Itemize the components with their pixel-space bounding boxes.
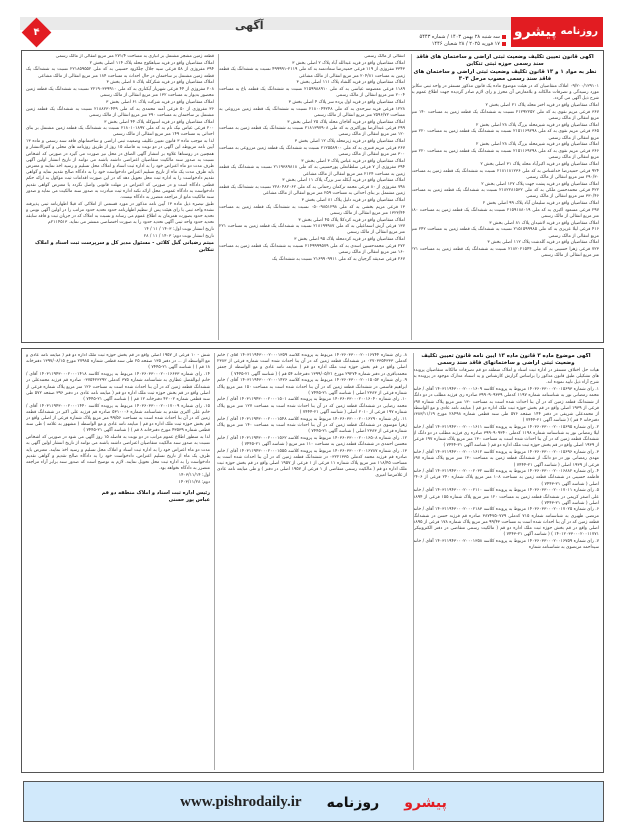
ad-paragraph: ۳۹۴ مفروزی از ۵۸ فرعی سید جلال چلکرود حسینی به کد ملی ۲۲۱۸۵۹۵۵۲ نسبت به ششدانگ یک قطعه زمین مشتمل بر ساختمان در حال احداث به مساحت ۱۸۴ متر مربع انتقالی از مالک مشاعی	[26, 67, 214, 79]
ad-paragraph: ۴۲۲ فرعی محمدحسن ملکی به کد ملی ۲۱۸۲۲۸۱۵۳۲ نسبت به ششدانگ یک قطعه زمین به مساحت ۳۳۰/۴۶ متر مربع انتقالی از مالک رسمی	[411, 188, 599, 200]
ad-paragraph: املاک متقاضیان واقع در قریه گلدشت پلاک ۱۱۲ اصلی بخش ۳	[487, 240, 599, 246]
ruling-item: شش - ۱۰ فرعی از ۱۹۵۷ اصلی واقع در قم بخش حوزه ثبت ملک اداره دو قم ( مبایعه نامه عادی و مع الواسطه از ... در دفتر ۱۳۵ صفحه ۲۵ طی سند قطعی شماره ۲۷۹۸۵ مورخ ۱۳۹۷/۰۸/۱۵ دفترخانه ۱۸ قم ) ( شناسه آگهی ۲۱-۷۴۴۵ )	[26, 353, 210, 371]
issue-dates	[420, 34, 506, 48]
date-line-1: سه شنبه ۲۸ بهمن ۱۴۰۳ / شماره ۵۴۴۳	[420, 34, 506, 41]
bullet-square-icon	[502, 42, 506, 46]
ad-paragraph: املاک متقاضیان واقع در قریه شیرمحله بزرگ پلاک ۲۸ اصلی بخش ۲	[476, 142, 599, 148]
ad-paragraph: انتقالی از مالک رسمی	[364, 54, 405, 59]
ad-paragraph: ۳۶ مفروزی از ۵۰ فرعی آمنه محمدی به کد ملی ۲۱۸۸۲۳۰۴۴۹ نسبت به ششدانگ یک قطعه زمین مشتمل بر ساختمان به مساحت ۳۹۰ متر مربع انتقالی از مالک رسمی	[26, 106, 214, 118]
page-number: ۴	[33, 27, 40, 38]
ruling-item: ۱. رای شماره ۱۴۰۳۶۰۳۳۰۰۰۲۰۰۱۵۶۹۳ مربوط به پرونده کلاسه ۱۴۰۳۱۱۹۴۳۰۰۰۲۰۰۰۱۶۰۹ آقای / خانم محمد رمضانی نور به شناسنامه شماره ۱۱۹۷ کدملی ۳۹۹۰۹۰۹۳۳۹ صادره ری فرزند مطلب در دو دانگ از ششدانگ قطعه زمین که در آن بنا احداث شده است به مساحت ۱۳۰ متر مربع پلاک شماره ۱۹۷ فرعی از ۱۹۳۹ اصلی واقع در قم بخش حوزه ثبت ملک اداره دو قم ( مبایعه نامه عادی و مع الواسطه از محمدعلی شریفی در دفتر ۱۴۴ صفحه ۵۷۶ طی سند قطعی شماره ۲۸۴۹۸ مورخ ۱۳۸۳/۱۱/۱۹ دفترخانه ۴ قم ) ( شناسه آگهی ۲۱-۷۴۴۴ )	[413, 387, 599, 424]
ad-paragraph: املاک متقاضیان واقع در قریه زیرمحله پلاک ۱۲ اصلی بخش ۳	[294, 139, 405, 145]
ad-paragraph: ۲۶۷ فرعی صدیقه گرجیان به کد ملی ۲۱۶۹۹۰۹۹۱۱ نسبت به ششدانگ یک	[272, 256, 405, 262]
bullet-square-icon	[502, 35, 506, 39]
bottom-middle-column	[217, 353, 407, 770]
footer-paper-label: روزنامه	[326, 794, 380, 811]
ad-heading: آگهی موضوع ماده ۳ قانون ماده ۱۳ آیین نامه قانون تعیین تکلیف وضعیت ثبتی اراضی و ساختمانهای فاقد سند رسمی	[421, 353, 591, 366]
second-publication: تاریخ انتشار نوبت دوم: ۱۴۰۳ / ۱۱ / ۲۸	[143, 233, 214, 239]
ad-paragraph: ۰۹/۲۰۰/۱۲۹۱۰۱ املاک متقاضیان که در هیئت موضوع ماده یک قانون مذکور مستقر در واحد ثبتی تنکابن مورد رسیدگی و تصرفات مالکانه و بلامعارض آن محرز و رای لازم صادر گردیده جهت اطلاع عموم به شرح ذیل آگهی می گردد.	[411, 84, 599, 102]
ad-paragraph: املاک متقاضیان واقع در قریه کردمحله پلاک ۹۵ اصلی بخش ۳	[294, 237, 405, 243]
ruling-item: ۱۰. رای شماره ۱۴۰۳۶۰۳۳۰۰۰۲۰۰۱۶۰۴۰ مربوط به پرونده کلاسه ۱۴۰۳۱۱۹۴۳۰۰۰۲۰۰۰۱۵۰۱ آقای / خانم محمد رضایی در ششدانگ قطعه زمین که در آن بنا احداث شده است به مساحت ۱۲۷ متر مربع پلاک شماره ۱۹۷ فرعی از ۲۰۱۰ اصلی ( شناسه آگهی ۲۱-۷۴۴۴ )	[217, 397, 407, 415]
newspaper-logo[interactable]	[511, 17, 603, 47]
signature-name: عباس پور حسنی	[168, 497, 210, 504]
ad-paragraph: املاک متقاضیان واقع در قریه عباس پلاک ۳ اصلی بخش ۳	[301, 158, 405, 164]
bottom-advertisement-box	[21, 348, 604, 773]
ruling-item: ۷. رای شماره ۱۴۰۳۶۰۳۳۰۰۰۲۰۰۱۶۷۵۹ مربوط به پرونده کلاسه ۱۴۰۳۱۱۹۴۳۰۰۰۲۰۰۰۱۳۵۸ آقای / خانم سیداحمد مرتضوی به شناسنامه شماره	[413, 538, 599, 551]
top-advertisement-box	[21, 50, 604, 343]
footer-content	[24, 792, 603, 811]
ad-paragraph: ۲۹۹ فرعی عبدالرضا پوراکبری به کد ملی ۲۱۸۱۳۹۷۹۰۸ نسبت به ششدانگ یک قطعه زمین به مساحت ۱۲۰ متر مربع انتقالی از مالک رسمی	[219, 126, 405, 138]
ruling-item: ۶. رای شماره ۱۴۰۳۶۰۳۳۰۰۰۲۰۰۱۷۰۲۵ مربوط به پرونده کلاسه ۱۴۰۳۱۱۹۴۳۰۰۰۲۰۰۰۲۱۸۳ آقای / خانم مرتضی ظهیری به شناسنامه شماره ۷۱۵ کدملی ۳۸۷۴۷۵۰۷۷۹ صادره قم فرزند حسن در ششدانگ قطعه زمین که در آن بنا احداث شده است به مساحت ۹۹/۴۳ متر مربع پلاک شماره ۱۷۸ فرعی از ۱۸۹۵ اصلی واقع در قم بخش حوزه ثبت ملک اداره دو قم ( مالکیت رسمی متقاضی در دفتر الکترونیکی ۱۴۰۱۲۰۳۳۰۰۰۲۰۰۱۱۷۷۱ ) ( شناسه آگهی ۲۱-۷۴۴۳ )	[413, 507, 599, 538]
ad-paragraph: ۲۷۲ فرعی محمدحسین اسدی به کد ملی ۲۱۴۹۹۹۹۵۷۹ نسبت به ششدانگ یک قطعه زمین به مساحت ۱۶۰ متر مربع انتقالی از مالک رسمی	[219, 243, 405, 256]
ad-paragraph: املاک متقاضیان واقع در قریه گلشاد پلاک ۱۱۱ اصلی بخش ۳	[296, 80, 405, 86]
second-publication: دوم: ۱۴۰۳/۱۱/۲۸	[178, 479, 210, 485]
ad-paragraph: ۷۹۸ مفروزی از ۸۰ فرعی محمد ترکمان رحمانی به کد ملی ۲۲۸۰۴۸۲۰۶۲ نسبت به ششدانگ یک قطعه زمین مشتمل بر بنای احداثی به مساحت ۲۵۹ متر مربع انتقالی از مالک مشاعی	[219, 185, 405, 197]
logo-big: پیشرو	[513, 24, 557, 40]
ad-paragraph: ۱۱۸۹ فرعی معصومه عباسی به کد ملی ۲۱۵۹۹۸۸۹۱۰ نسبت به ششدانگ یک قطعه باغ به مساحت ۲۰۰۴ متر مربع انتقالی از مالک رسمی	[219, 87, 405, 99]
masthead	[20, 17, 603, 49]
ad-paragraph: طبق تبصره ذیل ماده ۱۳ آیین نامه مذکور در مورد قسمتی از املاکی که قبلا اظهارنامه ثبتی پذیرفته نشده واحد ثبتی با رای هیئت پس از تنظیم اظهارنامه حدود تحدید حدود مراتب را در اولین آگهی نوبتی و تحدید حدود بصورت همزمان به اطلاع عموم می رساند و نسبت به املاک که در جریان ثبت و فاقد سابقه تحدید حدود واحد ثبتی آگهی تحدید حدود را به صورت اختصاصی منتشر می نماید. ۲۱۱۴۵۱۳م	[26, 201, 214, 226]
ruling-item: ۹. رای شماره ۱۴۰۳۶۰۳۳۰۰۰۲۰۰۱۵۰۵۲ مربوط به پرونده کلاسه ۱۴۰۳۱۱۹۴۳۰۰۰۲۰۰۰۱۴۲۶ آقای / خانم ابراهیم قاسمی در ششدانگ قطعه زمین که در آن بنا احداث شده است به مساحت ۱۵۰ متر مربع پلاک شماره فرعی از ۲۳۸۳ اصلی ( شناسه آگهی ۲۱-۷۴۴۵ )	[217, 378, 407, 396]
ad-paragraph: املاک متقاضیان واقع در قریه شکرکله پلاک ۸ اصلی بخش ۳	[106, 80, 214, 86]
ad-paragraph: ۲۹۷ فرعی مسعود اکبری به کد ملی ۲۱۵۹۱۸۸۰۱۹ نسبت به ششدانگ یک قطعه زمین به مساحت ۱۸۰ متر مربع انتقالی از مالک رسمی	[411, 207, 599, 220]
ad-paragraph: ۳۳۴۳ مفروزی از ۱۱۹ فرعی حمیدرضا سعادتمند به کد ملی ۲۱۱۹-۴۹۹۹۹۱ نسبت به ششدانگ یک قطعه زمین به مساحت ۲۰۴/۸۱ متر مربع انتقالی از مالک مشاعی	[219, 67, 405, 79]
ad-paragraph: املاک متقاضیان واقع در قریه عبدالله آباد پلاک ۲ اصلی بخش ۳	[292, 60, 405, 66]
ruling-item: ۱۳. رای شماره ۱۴۰۳۶۰۳۳۰۰۰۲۰۰۱۶۷۸۷ مربوط به پرونده کلاسه ۱۴۰۳۱۱۹۴۳۰۰۰۲۰۰۰۱۵۵۵ آقای / خانم صادره قم فرزند محمد کدملی ۰۳۲۲۱۳۳۵ در ششدانگ قطعه زمین که در آن بنا احداث شده است به مساحت ۱۱۸/۴۵ متر مربع پلاک شماره ۱۱ فرعی از ۱ فرعی از ۱۹۵۷ اصلی واقع در قم بخش حوزه ثبت ملک اداره دو قم ( مالکیت رسمی متقاضی از ۱ فرعی از ۱۹۵۷ اصلی در دفتر ) و طی مبایعه نامه عادی از غلامرضا امیری	[217, 448, 407, 479]
ad-paragraph: املاک متقاضیان واقع در قریه لاشیدان پلاک ۸۱ اصلی بخش ۳	[489, 220, 599, 226]
ad-paragraph: املاک متقاضیان واقع در قریه کردکلا پلاک ۴۵ اصلی بخش ۳	[298, 217, 405, 223]
ad-paragraph: املاک متقاضیان واقع در قریه شرکت پلاک ۶۱ اصلی بخش ۳	[106, 99, 214, 105]
ad-paragraph: املاک متقاضیان واقع در قریه اکبرآباد محله پلاک ۳۱ اصلی بخش ۲	[480, 161, 599, 167]
ad-paragraph: ۳۹۴ مفروزی از ۷ فرعی سلطانعلی پورحسینی به کد ملی ۲۱۱۹۳۸۹۸۱۸ نسبت به ششدانگ یک قطعه زمین به مساحت ۲۱۲۴ متر مربع انتقالی از مالک مشاعی	[219, 165, 405, 177]
ad-paragraph: ۱۲۲۸ فرعی فرید سرحدی به کد ملی ۲۱۸۰۰۴۴۲۴۸ نسبت به ششدانگ یک قطعه زمین مزروعی به مساحت ۲۵۹۶/۷۲ متر مربع انتقالی از مالک رسمی	[219, 106, 405, 118]
ruling-list	[217, 353, 407, 480]
ad-paragraph: املاک متقاضیان واقع در قریه اسپوکله پلاک ۴۴ اصلی بخش ۳	[104, 119, 214, 125]
page-number-badge	[22, 18, 52, 48]
column-divider	[218, 54, 219, 340]
top-left-column	[26, 54, 214, 340]
ad-body	[26, 54, 214, 226]
ad-paragraph: ۲۰۸ مفروزی از ۴۴ فرعی شهریار آبکناری به کد ملی ۲۲۱۹۰۳۳۹۹۱۰ نسبت به ششدانگ یک قطعه زمین محصور بدیوار به مساحت ۱۳۲ متر مربع انتقالی از مالک رسمی	[26, 87, 214, 99]
ad-paragraph: ۳۶۷ فرعی مریم نقوی به کد ملی ۲۱۲۹۲۲۵۲ نسبت به ششدانگ یک قطعه زمین به مساحت ۱۴۰ متر مربع انتقالی از مالک رسمی	[411, 109, 599, 122]
logo-small: روزنامه	[560, 26, 598, 37]
website-link[interactable]: www.pishrodaily.ir	[180, 794, 302, 810]
ad-body	[219, 54, 405, 263]
ruling-item: ۸. رای شماره ۱۴۰۳۶۰۳۳۰۰۰۲۰۰۱۶۷۴۴ مربوط به پرونده کلاسه ۱۴۰۳۱۱۹۴۳۰۰۰۲۰۰۰۱۳۵۹ آقای / خانم کدملی ۰۲۷۰۳۳۵۴۳۳۳ در ششدانگ قطعه زمین که در آن بنا احداث شده است شماره فرعی از ۲۳۸۳ اصلی واقع در قم بخش حوزه ثبت ملک اداره دو قم ( مبایعه نامه عادی و مع الواسطه از جعفر محمدباقری در دفتر شماره ۲۹۲۷۴ مورخ ۱۳۹۹/۰۵/۲۱ دفترخانه ۵۴ قم ) ( شناسه آگهی ۲۱-۷۴۴۵ )	[217, 353, 407, 377]
top-middle-column	[219, 54, 405, 340]
ruling-item: لذا به منظور اطلاع عموم مراتب در دو نوبت به فاصله ۱۵ روز آگهی می شود در صورتی که اشخاص نسبت به صدور سند مالکیت متقاضیان اعتراضی داشته باشند می توانند از تاریخ انتشار اولین آگهی به مدت دو ماه اعتراض خود را به اداره ثبت اسناد و املاک محل تسلیم و رسید اخذ نمایند. معترض باید ظرف یک ماه از تاریخ تسلیم اعتراض، دادخواست خود را به دادگاه صالح تقدیم و گواهی تقدیم دادخواست را به اداره ثبت محل تحویل نمایند. لازم به توضیح است که صدور سند برابر آراء مراجعه متضرر به دادگاه نخواهد بود.	[26, 435, 210, 472]
ad-paragraph: ۴۱۶ فرعی لیلا عزیزی به کد ملی ۲۱۵۱۵۹۹۹۸۵ نسبت به ششدانگ یک قطعه زمین به مساحت ۲۴۲ متر مربع انتقالی از مالک رسمی	[411, 227, 599, 239]
bottom-left-column	[26, 353, 210, 770]
ad-paragraph: املاک متقاضیان واقع در قریه آقاجان محله پلاک ۲۵ اصلی بخش ۳	[287, 119, 405, 125]
ad-paragraph: املاک متقاضیان واقع در قریه دلیل پلاک ۸۱ اصلی بخش ۳	[301, 197, 405, 203]
ad-paragraph: ۳۶۶ فرعی مریم نقوی به کد ملی ۲۱۵۱۱۶۹۲۹۸ نسبت به ششدانگ یک قطعه زمین به مساحت ۲۲۰ متر مربع انتقالی از مالک رسمی	[411, 149, 599, 161]
first-publication: تاریخ انتشار نوبت اول: ۱۴۰۳ / ۱۱ / ۱۴	[144, 226, 214, 232]
ruling-item: ۵. رای شماره ۱۴۰۳۶۰۳۳۰۰۰۲۰۰۱۷۰۱۱ مربوط به پرونده کلاسه ۱۴۰۳۱۱۹۴۳۰۰۰۲۰۰۰۲۱۱۰ آقای / خانم علی اصغر کریمی در ششدانگ قطعه زمین به مساحت ۱۲۰ متر مربع پلاک شماره ۱۵۵ فرعی از ۱۸۹۴ اصلی ( شناسه آگهی ۲۱-۷۴۴۳ )	[413, 488, 599, 506]
ruling-list	[413, 387, 599, 551]
ad-subheading: نظر به مواد ۱ و ۱۳ قانون تکلیف وضعیت ثبتی اراضی و ساختمان های فاقد سند رسمی مصوب مرحل ۳۰۴	[413, 69, 597, 82]
ad-paragraph: ۳۶۵ فرعی مریم نقوی به کد ملی ۲۱۵۱۱۶۹۲۹۸ نسبت به ششدانگ یک قطعه زمین به مساحت ۲۲۰ متر مربع انتقالی از مالک رسمی	[411, 129, 599, 141]
ad-signature: میثم رضیانی گیل کلائی - مسئول مدیر کل و سرپرست ثبت اسناد و املاک تنکابن	[35, 240, 214, 254]
ad-intro: هیات حل اختلاف مستقر در اداره ثبت اسناد و املاک منطقه دو قم تصرفات مالکانه متقاضیان پرونده های تشکیلی طبق قانون مذکور را براساس گزارش کارشناس و به استناد مدارک موجود در پرونده به شرح آراء ذیل تایید نموده اند.	[413, 368, 599, 386]
bottom-right-column	[413, 353, 599, 770]
ruling-item: ۴. رای شماره ۱۴۰۳۶۰۳۳۰۰۰۲۰۰۱۶۸۸۲ مربوط به پرونده کلاسه ۱۴۰۳۱۱۹۴۳۰۰۰۲۰۰۰۲۰۳۲ آقای / خانم فاطمه حسینی در ششدانگ قطعه زمین به مساحت ۱۰۸ متر مربع پلاک شماره ۲۴۰ فرعی از ۲۴۰۶ اصلی ( شناسه آگهی ۲۱-۷۴۴۳ )	[413, 469, 599, 487]
ruling-list	[26, 353, 210, 472]
ruling-item: ۲. رای شماره ۱۴۰۳۶۰۳۳۰۰۰۲۰۰۱۵۶۹۵ مربوط به پرونده کلاسه ۱۴۰۳۱۱۹۴۳۰۰۰۲۰۰۰۱۶۱۱ آقای / خانم لیلا رمضانی نور به شناسنامه شماره ۱۱۹۸ کدملی ۳۹۹۰۹۰۹۳۴۰ صادره ری فرزند مطلب در دو دانگ از ششدانگ قطعه زمین که در آن بنا احداث شده است به مساحت ۱۳۰ متر مربع پلاک شماره ۱۹۷ فرعی از ۱۹۳۹ اصلی واقع در قم بخش حوزه ثبت ملک اداره دو قم ( شناسه آگهی ۲۱-۷۴۴۴ )	[413, 424, 599, 449]
ad-paragraph: ۲۰۰ فرعی عباس نیک نام به کد ملی ۲۱۸۰۱۰۱۸۹۷ نسبت به ششدانگ یک قطعه زمین مشتمل بر بنای احداثی به مساحت ۱۴۹ متر مربع انتقالی از مالک رسمی	[26, 126, 214, 138]
column-divider	[214, 353, 215, 770]
ruling-item: ۱۵. رای شماره ۱۴۰۳۶۰۳۳۰۰۰۲۰۰۱۷۰۰۹ مربوط به پرونده کلاسه ۱۴۰۳۱۱۹۴۳۰۰۰۲۰۰۰۱۴۴۰ آقای / خانم علی اکبری مقدم به شناسنامه شماره ۵۳۱۰۰۰۶ صادره قم فرزند علی اکبر در ششدانگ قطعه زمین که در آن بنا احداث شده است به مساحت ۹۹/۵۶ متر مربع پلاک شماره فرعی از اصلی واقع در قم بخش حوزه ثبت ملک اداره دو قم ( مبایعه نامه عادی و مع الواسطه ( مشهور به علامه ) طی سند قطعی شماره ۴۳۵۳۹ مورخ دفترخانه ۸ قم ) ( شناسه آگهی ۲۱-۷۴۴۵ )	[26, 403, 210, 434]
signature-title: رئیس اداره ثبت اسناد و املاک منطقه دو قم	[101, 489, 210, 496]
ad-paragraph: ۳۶۷ فرعی مریم قنبری به کد ملی ۲۱۲۵۵۸۹۰۰ نسبت به ششدانگ یک قطعه زمین مزروعی به مساحت ۳۰۰ متر مربع انتقالی از مالک رسمی	[219, 145, 405, 158]
ad-paragraph: ۱۳۷ فرعی آرش اسماعیلی به کد ملی ۲۱۸۱۹۹۹۸۷ نسبت به ششدانگ یک قطعه زمین به مساحت ۲۲۱ متر مربع انتقالی از مالک رسمی	[219, 224, 405, 236]
ad-paragraph: ۱۳ فرعی مریم بخشی به کد ملی ۰۵۰۰۹۸۵۱۲۹۸ نسبت به ششدانگ یک قطعه زمین به مساحت ۱۳۲۳/۴۴ متر مربع انتقالی از مالک رسمی	[219, 204, 405, 216]
ad-paragraph: املاک متقاضیان واقع در قریه شیرمحله بزرگ پلاک ۲۸ اصلی بخش ۲	[476, 122, 599, 128]
column-divider	[411, 54, 412, 340]
ad-body	[411, 84, 599, 259]
footer-banner	[23, 781, 604, 822]
section-title: آگهی	[235, 19, 264, 32]
ad-paragraph: قطعه زمین مشجر مشتمل بر انباری به مساحت ۲۷۱/۴ متر مربع انتقالی از مالک رسمی	[55, 54, 214, 59]
ad-paragraph: املاک متقاضیان واقع در قریه پشت جهت پلاک ۱۲۷ اصلی بخش ۲	[481, 181, 599, 187]
ad-paragraph: املاک متقاضیان واقع در قریه آبکله سر بزرگ پلاک ۱۱ اصلی بخش ۳	[282, 178, 405, 184]
ad-paragraph: املاک متقاضیان واقع در قریه اول پرده سر پلاک ۴ اصلی بخش ۳	[288, 99, 405, 105]
top-right-column	[411, 54, 599, 340]
ruling-item: ۱۲. رای شماره ۱۴۰۳۶۰۳۳۰۰۰۲۰۰۱۶۵۰۸ مربوط به پرونده کلاسه ۱۴۰۳۱۱۹۴۳۰۰۰۲۰۰۰۱۵۶۲ آقای / خانم محسن احمدی در ششدانگ قطعه زمین به مساحت ۱۱۰ متر مربع ( شناسه آگهی ۲۱-۷۴۴۵ )	[217, 435, 407, 447]
ruling-item: ۳. رای شماره ۱۴۰۳۶۰۳۳۰۰۰۲۰۰۱۵۶۹۶ مربوط به پرونده کلاسه ۱۴۰۳۱۱۹۴۳۰۰۰۲۰۰۰۱۶۱۲ آقای / خانم مهدی رمضانی نور در دو دانگ از ششدانگ قطعه زمین به مساحت ۱۳۰ متر مربع پلاک شماره ۱۹۷ فرعی از ۱۹۳۹ اصلی ( شناسه آگهی ۲۱-۷۴۴۴ )	[413, 450, 599, 468]
ad-paragraph: املاک متقاضیان واقع در قریه سلیمان آباد پلاک ۹۹ اصلی بخش ۲	[482, 201, 599, 207]
footer-brand: پیشرو	[404, 794, 447, 811]
column-divider	[413, 353, 414, 770]
ruling-item: ۱۴. رای شماره ۱۴۰۳۶۰۳۳۰۰۰۲۰۰۱۶۶۳۳ مربوط به پرونده کلاسه ۱۴۰۳۱۱۹۴۳۰۰۰۲۰۰۰۱۴۱۸ آقای / خانم ابوالفضل عطاری به شناسنامه شماره ۳۷۵ کدملی ۰۳۷۵۴۲۳۲۹۲ صادره قم فرزند محمدعلی در ششدانگ قطعه زمین که در آن بنا احداث شده است به مساحت ۱۲۶ متر مربع پلاک شماره فرعی از اصلی واقع در قم بخش حوزه ثبت ملک اداره دو قم ( مبایعه نامه عادی در دفتر ۳۹۶ صفحه ۵۷۲ طی سند قطعی شماره ۴۲۰۰۲ دفترخانه ۱۲ قم ) ( شناسه آگهی ۲۱-۷۴۴۵ )	[26, 372, 210, 402]
ruling-item: ۱۱. رای شماره ۱۴۰۳۶۰۳۳۰۰۰۲۰۰۱۶۲۹۰ مربوط به پرونده کلاسه ۱۴۰۳۱۱۹۴۳۰۰۰۲۰۰۰۱۵۴۸ آقای / خانم زهرا موسوی در ششدانگ قطعه زمین که در آن بنا احداث شده است به مساحت ۱۴۰ متر مربع پلاک شماره فرعی از ۲۳۸۳ اصلی ( شناسه آگهی ۲۱-۷۴۴۵ )	[217, 416, 407, 434]
ad-paragraph: لذا به موجب ماده ۳ قانون تعیین تکلیف وضعیت ثبتی اراضی و ساختمانهای فاقد سند رسمی و ماده ۱۳ آیین نامه مربوطه این آگهی در دو نوبت به فاصله ۱۵ روز از طریق روزنامه های محلی و کثیرالانتشار و همچنین در روستاها علاوه بر انتشار آگهی الصاق در محل نیز صورت می گیرد در صورتی که اشخاص نسبت به صدور سند مالکیت متقاضیان اعتراضی داشته باشند می توانند از تاریخ انتشار اولین آگهی ظرف مدت دو ماه اعتراض خود را به اداره ثبت اسناد و املاک محل تسلیم و رسید اخذ نمایند و معترض باید ظرف مدت یک ماه از تاریخ تسلیم اعتراض دادخواست خود را به دادگاه صالح تقدیم نماید و گواهی تقدیم دادخواست را به اداره ثبت محل تحویل دهد که در این صورت اقدامات ثبت موکول به ارائه حکم قطعی دادگاه است و در صورتی که اعتراض در مهلت قانونی واصل نگردد یا معترض گواهی تقدیم دادخواست به دادگاه عمومی محل ارائه نکند اداره ثبت مبادرت به صدور سند مالکیت می نماید و صدور سند مالکیت مانع از مراجعه متضرر به دادگاه نیست.	[26, 139, 214, 200]
ad-paragraph: املاک متقاضیان واقع در قریه اختر محله پلاک ۲۱ اصلی بخش ۲	[485, 103, 599, 109]
ad-paragraph: ۷۲۳ فرعی زهرا حسینی به کد ملی ۲۱۸۲۰۲۱۵۴۴ نسبت به ششدانگ یک قطعه زمین به مساحت ۲۲۱ متر مربع انتقالی از مالک رسمی	[411, 247, 599, 259]
first-publication: اول: ۱۴۰۳/۱۱/۱۴	[178, 472, 210, 478]
ad-paragraph: املاک متقاضیان واقع در قریه سیاهکوچ محله پلاک ۱۱۴ اصلی بخش ۲	[89, 60, 214, 66]
ad-heading: آگهی قانون تعیین تکلیف وضعیت ثبتی اراضی و ساختمان های فاقد سند رسمی حوزه ثبتی تنکابن	[416, 54, 594, 67]
ad-paragraph: ۹۲۴ فرعی حمیدرضا خداشناس به کد ملی ۲۱۸۱۱۸۱۲۳۶ نسبت به ششدانگ یک قطعه زمین به مساحت ۲۹۰/۳۰ متر مربع انتقالی از مالک رسمی	[411, 168, 599, 180]
date-line-2: ۱۷ فوریه ۲۰۲۵ / ۲۸ شعبان ۱۴۴۶	[420, 41, 506, 48]
